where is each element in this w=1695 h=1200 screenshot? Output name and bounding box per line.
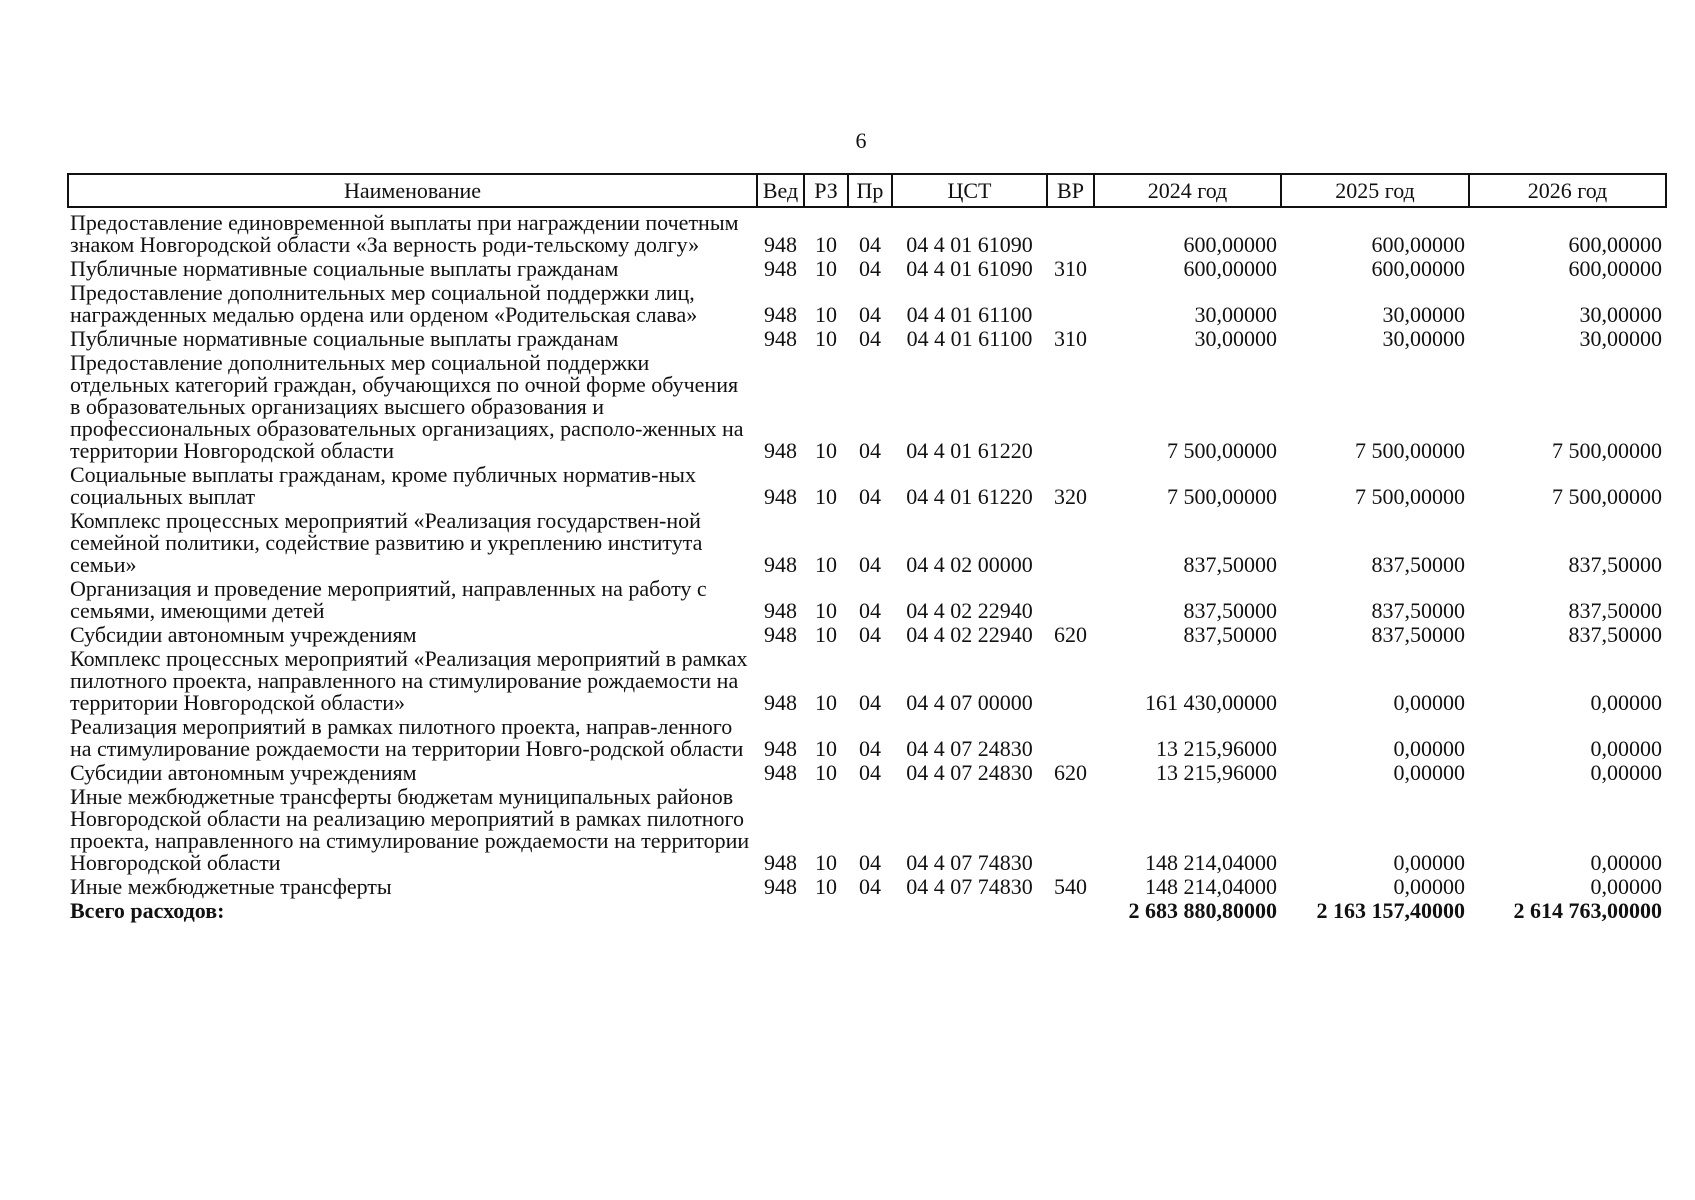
cell-2024: 161 430,00000 bbox=[1145, 690, 1277, 715]
cell-name: Предоставление дополнительных мер социальной поддержки лиц, награжденных медалью ордена или орденом «Родительская слава» bbox=[70, 280, 698, 327]
cell-2026: 837,50000 bbox=[1568, 552, 1662, 577]
cell-2025: 837,50000 bbox=[1371, 598, 1465, 623]
cell-cst: 04 4 07 74830 bbox=[906, 874, 1033, 899]
table-row bbox=[68, 876, 1666, 900]
table-row bbox=[68, 716, 1666, 762]
header-ved: Вед bbox=[757, 174, 804, 207]
table-row bbox=[68, 786, 1666, 876]
cell-name: Комплекс процессных мероприятий «Реализация мероприятий в рамках пилотного проекта, направленного на стимулирование рождаемости на территории Новгородской области» bbox=[70, 646, 748, 715]
table-row bbox=[68, 352, 1666, 464]
cell-name: Публичные нормативные социальные выплаты гражданам bbox=[70, 326, 619, 351]
total-empty-ved bbox=[757, 900, 804, 924]
cell-name: Иные межбюджетные трансферты bbox=[70, 874, 392, 899]
cell-2024: 837,50000 bbox=[1183, 622, 1277, 647]
cell-vr: 540 bbox=[1054, 874, 1087, 899]
cell-name: Социальные выплаты гражданам, кроме публичных норматив-ных социальных выплат bbox=[70, 462, 696, 509]
cell-2026: 0,00000 bbox=[1590, 736, 1662, 761]
cell-2025: 837,50000 bbox=[1371, 552, 1465, 577]
table-row bbox=[68, 464, 1666, 510]
header-name: Наименование bbox=[68, 174, 757, 207]
header-2026: 2026 год bbox=[1469, 174, 1666, 207]
table-header-row bbox=[68, 174, 1666, 207]
cell-vr bbox=[1047, 352, 1094, 464]
cell-2025: 600,00000 bbox=[1371, 232, 1465, 257]
cell-cst: 04 4 01 61220 bbox=[906, 438, 1033, 463]
table-row bbox=[68, 510, 1666, 578]
cell-2026: 7 500,00000 bbox=[1552, 438, 1662, 463]
cell-vr bbox=[1047, 510, 1094, 578]
cell-pr: 04 bbox=[859, 438, 881, 463]
cell-vr: 620 bbox=[1054, 760, 1087, 785]
cell-vr: 620 bbox=[1054, 622, 1087, 647]
table-row bbox=[68, 282, 1666, 328]
cell-rz: 10 bbox=[815, 850, 837, 875]
cell-2026: 0,00000 bbox=[1590, 874, 1662, 899]
cell-pr: 04 bbox=[859, 326, 881, 351]
cell-vr: 310 bbox=[1054, 326, 1087, 351]
header-2025: 2025 год bbox=[1281, 174, 1469, 207]
cell-pr: 04 bbox=[859, 484, 881, 509]
cell-2025: 837,50000 bbox=[1371, 622, 1465, 647]
cell-pr: 04 bbox=[859, 736, 881, 761]
cell-name: Реализация мероприятий в рамках пилотного проекта, направ-ленного на стимулирование рождаемости на территории Новго-родской области bbox=[70, 714, 744, 761]
total-label: Всего расходов: bbox=[70, 898, 225, 923]
cell-rz: 10 bbox=[815, 438, 837, 463]
table-row bbox=[68, 624, 1666, 648]
cell-cst: 04 4 02 22940 bbox=[906, 598, 1033, 623]
cell-2024: 600,00000 bbox=[1183, 232, 1277, 257]
cell-vr bbox=[1047, 716, 1094, 762]
cell-ved: 948 bbox=[764, 552, 797, 577]
cell-vr: 320 bbox=[1054, 484, 1087, 509]
total-empty-vr bbox=[1047, 900, 1094, 924]
cell-2026: 0,00000 bbox=[1590, 690, 1662, 715]
cell-rz: 10 bbox=[815, 232, 837, 257]
cell-ved: 948 bbox=[764, 438, 797, 463]
cell-2025: 0,00000 bbox=[1393, 760, 1465, 785]
cell-cst: 04 4 07 24830 bbox=[906, 760, 1033, 785]
total-2025: 2 163 157,40000 bbox=[1316, 898, 1465, 923]
total-row bbox=[68, 900, 1666, 924]
cell-2026: 30,00000 bbox=[1579, 326, 1662, 351]
total-empty-cst bbox=[892, 900, 1047, 924]
cell-pr: 04 bbox=[859, 256, 881, 281]
header-pr: Пр bbox=[848, 174, 892, 207]
cell-2025: 0,00000 bbox=[1393, 850, 1465, 875]
table-row bbox=[68, 578, 1666, 624]
cell-vr bbox=[1047, 786, 1094, 876]
cell-pr: 04 bbox=[859, 552, 881, 577]
cell-name: Комплекс процессных мероприятий «Реализация государствен-ной семейной политики, содействие развитию и укреплению института семьи» bbox=[70, 508, 703, 577]
cell-ved: 948 bbox=[764, 302, 797, 327]
cell-2025: 30,00000 bbox=[1382, 302, 1465, 327]
cell-2026: 0,00000 bbox=[1590, 850, 1662, 875]
cell-rz: 10 bbox=[815, 552, 837, 577]
cell-2026: 837,50000 bbox=[1568, 622, 1662, 647]
cell-2025: 7 500,00000 bbox=[1355, 438, 1465, 463]
header-rz: РЗ bbox=[804, 174, 848, 207]
cell-2025: 7 500,00000 bbox=[1355, 484, 1465, 509]
page-number: 6 bbox=[855, 128, 867, 153]
cell-pr: 04 bbox=[859, 690, 881, 715]
header-cst: ЦСТ bbox=[892, 174, 1047, 207]
cell-rz: 10 bbox=[815, 302, 837, 327]
cell-rz: 10 bbox=[815, 622, 837, 647]
cell-cst: 04 4 07 00000 bbox=[906, 690, 1033, 715]
cell-2026: 0,00000 bbox=[1590, 760, 1662, 785]
cell-ved: 948 bbox=[764, 256, 797, 281]
cell-ved: 948 bbox=[764, 690, 797, 715]
cell-2024: 30,00000 bbox=[1194, 326, 1277, 351]
cell-2024: 148 214,04000 bbox=[1145, 850, 1277, 875]
cell-rz: 10 bbox=[815, 690, 837, 715]
cell-name: Субсидии автономным учреждениям bbox=[70, 760, 417, 785]
cell-ved: 948 bbox=[764, 736, 797, 761]
cell-name: Публичные нормативные социальные выплаты гражданам bbox=[70, 256, 619, 281]
table-row bbox=[68, 762, 1666, 786]
header-vr: ВР bbox=[1047, 174, 1094, 207]
cell-2024: 13 215,96000 bbox=[1156, 760, 1277, 785]
cell-rz: 10 bbox=[815, 326, 837, 351]
cell-vr bbox=[1047, 578, 1094, 624]
cell-cst: 04 4 02 00000 bbox=[906, 552, 1033, 577]
cell-ved: 948 bbox=[764, 622, 797, 647]
table-row bbox=[68, 328, 1666, 352]
cell-2025: 0,00000 bbox=[1393, 736, 1465, 761]
cell-2024: 7 500,00000 bbox=[1167, 438, 1277, 463]
cell-rz: 10 bbox=[815, 256, 837, 281]
total-2026: 2 614 763,00000 bbox=[1513, 898, 1662, 923]
cell-cst: 04 4 02 22940 bbox=[906, 622, 1033, 647]
cell-pr: 04 bbox=[859, 760, 881, 785]
cell-2026: 837,50000 bbox=[1568, 598, 1662, 623]
cell-cst: 04 4 07 24830 bbox=[906, 736, 1033, 761]
cell-2026: 600,00000 bbox=[1568, 232, 1662, 257]
total-empty-pr bbox=[848, 900, 892, 924]
cell-cst: 04 4 01 61220 bbox=[906, 484, 1033, 509]
cell-2025: 600,00000 bbox=[1371, 256, 1465, 281]
cell-2026: 7 500,00000 bbox=[1552, 484, 1662, 509]
cell-rz: 10 bbox=[815, 736, 837, 761]
cell-2025: 0,00000 bbox=[1393, 690, 1465, 715]
cell-ved: 948 bbox=[764, 484, 797, 509]
cell-name: Иные межбюджетные трансферты бюджетам муниципальных районов Новгородской области на реализацию мероприятий в рамках пилотного проекта, направленного на стимулирование рождаемости на территории Новгородской области bbox=[70, 784, 750, 875]
cell-rz: 10 bbox=[815, 598, 837, 623]
cell-ved: 948 bbox=[764, 850, 797, 875]
cell-cst: 04 4 01 61090 bbox=[906, 232, 1033, 257]
table-row bbox=[68, 207, 1666, 258]
total-2024: 2 683 880,80000 bbox=[1128, 898, 1277, 923]
cell-ved: 948 bbox=[764, 760, 797, 785]
cell-ved: 948 bbox=[764, 326, 797, 351]
cell-vr bbox=[1047, 207, 1094, 258]
cell-pr: 04 bbox=[859, 874, 881, 899]
cell-2025: 0,00000 bbox=[1393, 874, 1465, 899]
cell-ved: 948 bbox=[764, 874, 797, 899]
cell-vr: 310 bbox=[1054, 256, 1087, 281]
cell-rz: 10 bbox=[815, 874, 837, 899]
cell-cst: 04 4 01 61100 bbox=[906, 302, 1033, 327]
cell-rz: 10 bbox=[815, 484, 837, 509]
table-row bbox=[68, 258, 1666, 282]
cell-rz: 10 bbox=[815, 760, 837, 785]
cell-2024: 13 215,96000 bbox=[1156, 736, 1277, 761]
cell-ved: 948 bbox=[764, 232, 797, 257]
budget-table bbox=[67, 173, 1667, 924]
cell-pr: 04 bbox=[859, 232, 881, 257]
cell-cst: 04 4 01 61100 bbox=[906, 326, 1033, 351]
table-row bbox=[68, 648, 1666, 716]
cell-name: Субсидии автономным учреждениям bbox=[70, 622, 417, 647]
cell-name: Предоставление единовременной выплаты при награждении почетным знаком Новгородской области «За верность роди-тельскому долгу» bbox=[70, 210, 739, 257]
cell-ved: 948 bbox=[764, 598, 797, 623]
cell-2024: 837,50000 bbox=[1183, 598, 1277, 623]
cell-pr: 04 bbox=[859, 598, 881, 623]
cell-2024: 837,50000 bbox=[1183, 552, 1277, 577]
cell-pr: 04 bbox=[859, 850, 881, 875]
cell-2024: 600,00000 bbox=[1183, 256, 1277, 281]
cell-2024: 148 214,04000 bbox=[1145, 874, 1277, 899]
cell-name: Предоставление дополнительных мер социальной поддержки отдельных категорий граждан, обучающихся по очной форме обучения в образовательных организациях высшего образования и профессиональных образовательных организациях, располо-женных на территории Новгородской области bbox=[70, 350, 744, 463]
cell-pr: 04 bbox=[859, 622, 881, 647]
cell-name: Организация и проведение мероприятий, направленных на работу с семьями, имеющими детей bbox=[70, 576, 707, 623]
cell-2024: 30,00000 bbox=[1194, 302, 1277, 327]
cell-2026: 30,00000 bbox=[1579, 302, 1662, 327]
cell-cst: 04 4 07 74830 bbox=[906, 850, 1033, 875]
header-2024: 2024 год bbox=[1094, 174, 1281, 207]
cell-vr bbox=[1047, 648, 1094, 716]
cell-2024: 7 500,00000 bbox=[1167, 484, 1277, 509]
cell-2026: 600,00000 bbox=[1568, 256, 1662, 281]
cell-vr bbox=[1047, 282, 1094, 328]
cell-pr: 04 bbox=[859, 302, 881, 327]
cell-2025: 30,00000 bbox=[1382, 326, 1465, 351]
total-empty-rz bbox=[804, 900, 848, 924]
cell-cst: 04 4 01 61090 bbox=[906, 256, 1033, 281]
table-body bbox=[68, 207, 1666, 924]
